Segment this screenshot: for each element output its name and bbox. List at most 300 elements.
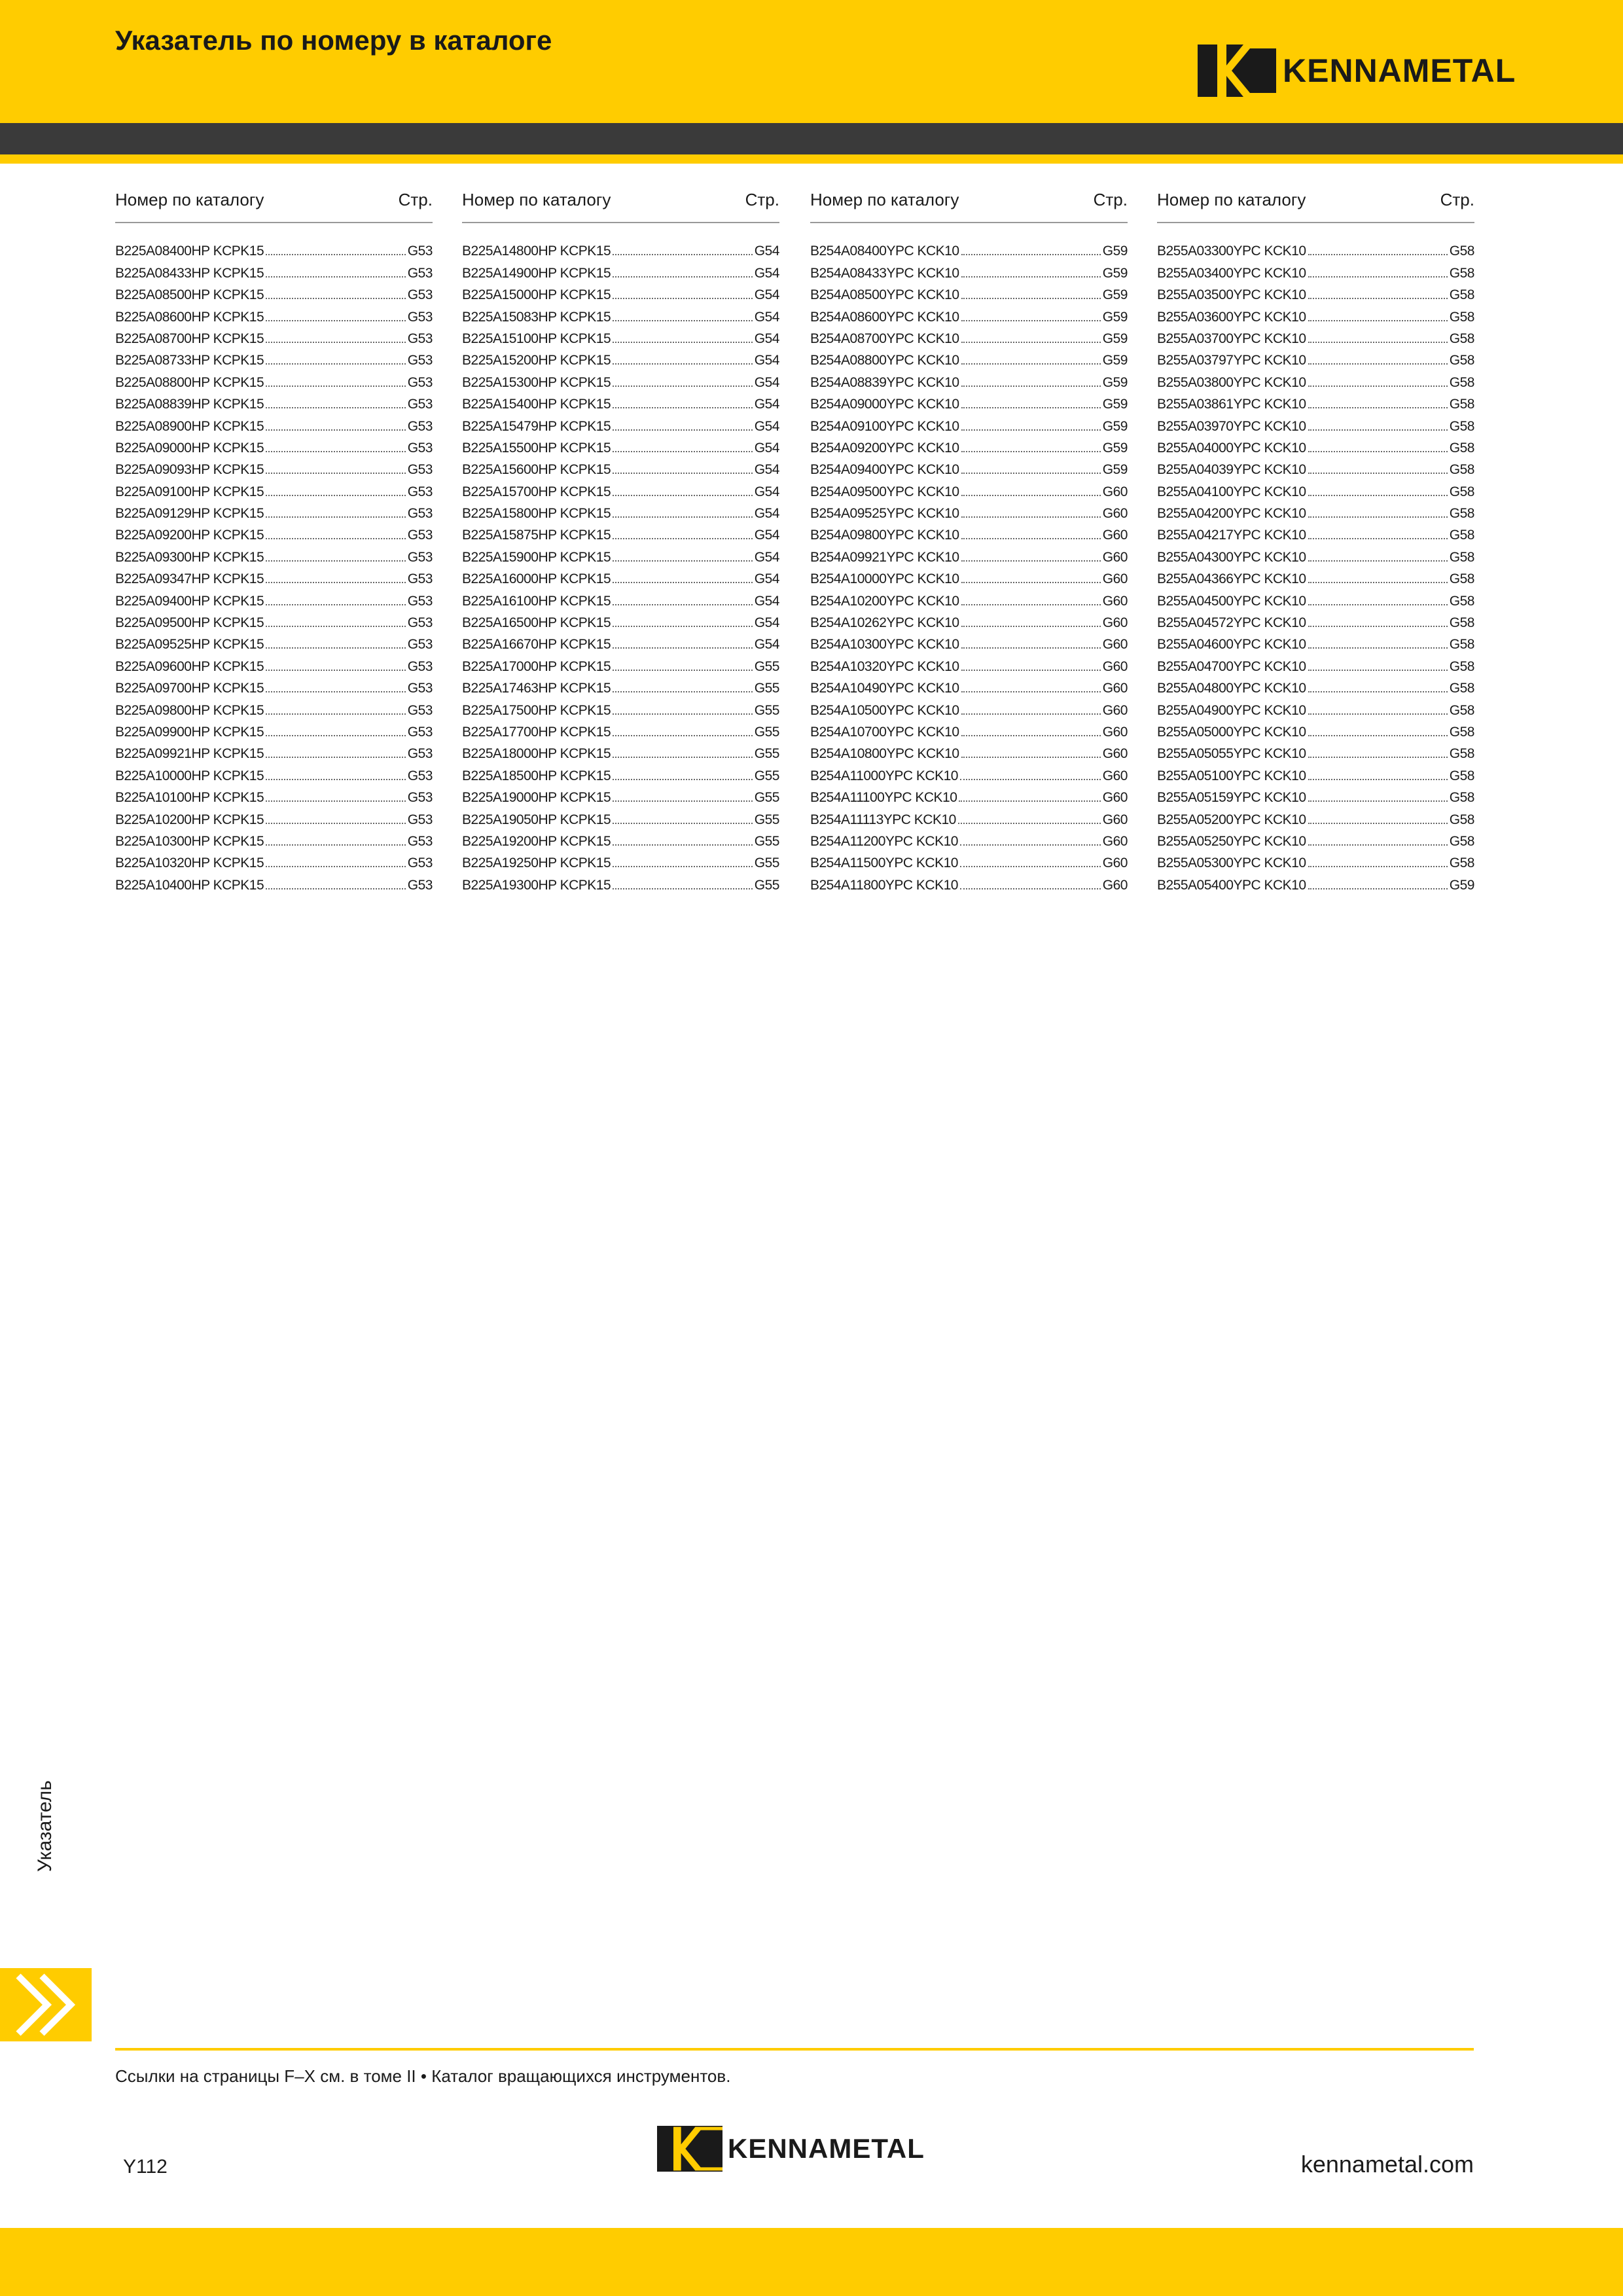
dot-leader	[266, 823, 406, 824]
page-reference: G55	[754, 658, 779, 674]
index-row	[810, 435, 1128, 456]
dot-leader	[266, 670, 406, 671]
catalog-number: B255A05200YPC KCK10	[1157, 812, 1306, 827]
dot-leader	[613, 647, 753, 649]
page-reference: G54	[754, 615, 779, 631]
dot-leader	[1308, 779, 1448, 780]
catalog-number: B255A04100YPC KCK10	[1157, 484, 1306, 499]
brand-wordmark: KENNAMETAL	[728, 2133, 925, 2164]
index-row	[810, 784, 1128, 806]
index-row	[1157, 653, 1474, 674]
dot-leader	[613, 691, 753, 692]
catalog-number: B254A09800YPC KCK10	[810, 528, 959, 543]
dot-leader	[613, 538, 753, 539]
page-reference: G58	[1449, 702, 1474, 718]
catalog-number: B225A17463HP KCPK15	[462, 681, 611, 696]
catalog-number: B225A10300HP KCPK15	[115, 833, 264, 849]
dot-leader	[1308, 866, 1448, 867]
index-row	[115, 368, 433, 390]
catalog-number: B225A15200HP KCPK15	[462, 353, 611, 368]
page-reference: G58	[1449, 768, 1474, 783]
index-row	[462, 325, 779, 347]
index-row	[115, 478, 433, 499]
dot-leader	[961, 276, 1101, 278]
dot-leader	[613, 473, 753, 474]
catalog-number: B225A09700HP KCPK15	[115, 681, 264, 696]
column-header-code: Номер по каталогу	[1157, 190, 1306, 209]
catalog-number: B255A04700YPC KCK10	[1157, 658, 1306, 674]
page-reference: G58	[1449, 855, 1474, 871]
dot-leader	[266, 342, 406, 343]
index-row	[810, 543, 1128, 565]
catalog-number: B225A15479HP KCPK15	[462, 418, 611, 434]
page-reference: G58	[1449, 615, 1474, 631]
page-reference: G55	[754, 724, 779, 740]
dot-leader	[266, 473, 406, 474]
page-reference: G53	[407, 724, 433, 740]
index-row	[115, 696, 433, 718]
page-reference: G59	[1102, 331, 1128, 346]
dot-leader	[266, 516, 406, 518]
catalog-number: B254A09400YPC KCK10	[810, 462, 959, 478]
catalog-number: B225A09347HP KCPK15	[115, 571, 264, 587]
dot-leader	[1308, 713, 1448, 715]
dot-leader	[1308, 757, 1448, 758]
dot-leader	[1308, 473, 1448, 474]
page-reference: G58	[1449, 418, 1474, 434]
dot-leader	[1308, 626, 1448, 627]
catalog-number: B225A19250HP KCPK15	[462, 855, 611, 871]
dot-leader	[1308, 276, 1448, 278]
page-reference: G58	[1449, 243, 1474, 259]
catalog-number: B225A08839HP KCPK15	[115, 397, 264, 412]
page-reference: G60	[1102, 658, 1128, 674]
index-row	[462, 850, 779, 871]
index-row	[810, 325, 1128, 347]
page-reference: G53	[407, 593, 433, 609]
column-header-code: Номер по каталогу	[115, 190, 264, 209]
page-reference: G53	[407, 549, 433, 565]
side-chevron-tab	[0, 1968, 92, 2041]
catalog-number: B225A15000HP KCPK15	[462, 287, 611, 303]
catalog-number: B225A15083HP KCPK15	[462, 309, 611, 325]
index-row	[462, 609, 779, 631]
dot-leader	[266, 582, 406, 583]
index-row	[115, 435, 433, 456]
page-reference: G58	[1449, 571, 1474, 587]
page-reference: G54	[754, 506, 779, 522]
dot-leader	[960, 888, 1101, 889]
dot-leader	[1308, 844, 1448, 846]
page-reference: G60	[1102, 790, 1128, 806]
index-row	[810, 478, 1128, 499]
page-reference: G55	[754, 681, 779, 696]
page-reference: G60	[1102, 746, 1128, 762]
index-row	[115, 325, 433, 347]
page-reference: G53	[407, 462, 433, 478]
dot-leader	[266, 888, 406, 889]
index-row	[810, 675, 1128, 696]
page-reference: G58	[1449, 353, 1474, 368]
dot-leader	[266, 626, 406, 627]
catalog-number: B254A10490YPC KCK10	[810, 681, 959, 696]
catalog-number: B225A16670HP KCPK15	[462, 637, 611, 653]
index-row	[115, 281, 433, 303]
page-reference: G53	[407, 265, 433, 281]
catalog-number: B225A19300HP KCPK15	[462, 877, 611, 893]
index-row	[1157, 391, 1474, 412]
page-reference: G54	[754, 243, 779, 259]
page-reference: G55	[754, 790, 779, 806]
column-header-code: Номер по каталогу	[810, 190, 959, 209]
page-reference: G53	[407, 440, 433, 456]
catalog-number: B255A04200YPC KCK10	[1157, 506, 1306, 522]
catalog-number: B225A09500HP KCPK15	[115, 615, 264, 631]
catalog-number: B225A19200HP KCPK15	[462, 833, 611, 849]
catalog-number: B225A08733HP KCPK15	[115, 353, 264, 368]
catalog-number: B225A09200HP KCPK15	[115, 528, 264, 543]
page-reference: G59	[1102, 243, 1128, 259]
dot-leader	[613, 516, 753, 518]
dot-leader	[961, 582, 1101, 583]
catalog-number: B254A10800YPC KCK10	[810, 746, 959, 762]
catalog-number: B255A03797YPC KCK10	[1157, 353, 1306, 368]
dot-leader	[961, 298, 1101, 299]
catalog-number: B225A08900HP KCPK15	[115, 418, 264, 434]
page-reference: G55	[754, 833, 779, 849]
dot-leader	[1308, 516, 1448, 518]
dot-leader	[1308, 451, 1448, 452]
index-row	[1157, 281, 1474, 303]
catalog-number: B225A08500HP KCPK15	[115, 287, 264, 303]
index-row	[115, 631, 433, 653]
index-row	[115, 784, 433, 806]
dot-leader	[1308, 800, 1448, 802]
page-reference: G58	[1449, 593, 1474, 609]
column-header-page: Стр.	[745, 190, 779, 209]
index-row	[1157, 762, 1474, 783]
page-reference: G58	[1449, 637, 1474, 653]
dot-leader	[266, 647, 406, 649]
dot-leader	[613, 888, 753, 889]
page-reference: G60	[1102, 615, 1128, 631]
index-row	[1157, 675, 1474, 696]
index-row	[462, 522, 779, 543]
catalog-number: B254A08839YPC KCK10	[810, 374, 959, 390]
dot-leader	[613, 298, 753, 299]
catalog-number: B255A05250YPC KCK10	[1157, 833, 1306, 849]
page-reference: G54	[754, 418, 779, 434]
page-reference: G60	[1102, 877, 1128, 893]
dot-leader	[961, 473, 1101, 474]
page-reference: G60	[1102, 724, 1128, 740]
index-row	[810, 871, 1128, 893]
footnote: Ссылки на страницы F–X см. в томе II • Каталог вращающихся инструментов.	[115, 2066, 731, 2086]
brand-wordmark: KENNAMETAL	[1283, 52, 1516, 89]
page-reference: G54	[754, 331, 779, 346]
page-reference: G54	[754, 265, 779, 281]
dot-leader	[1308, 407, 1448, 408]
page-reference: G58	[1449, 331, 1474, 346]
index-row	[810, 303, 1128, 325]
page-reference: G54	[754, 397, 779, 412]
catalog-number: B254A10200YPC KCK10	[810, 593, 959, 609]
page-reference: G58	[1449, 724, 1474, 740]
index-row	[115, 587, 433, 609]
dot-leader	[613, 429, 753, 431]
page-reference: G60	[1102, 855, 1128, 871]
kennametal-logo-footer	[657, 2126, 925, 2172]
page-reference: G60	[1102, 484, 1128, 499]
index-row	[1157, 806, 1474, 827]
dot-leader	[1308, 363, 1448, 365]
index-row	[1157, 696, 1474, 718]
page-reference: G60	[1102, 506, 1128, 522]
index-row	[462, 391, 779, 412]
index-column-1	[115, 190, 433, 893]
index-row	[1157, 522, 1474, 543]
footer-band	[0, 2228, 1623, 2296]
catalog-number: B255A04500YPC KCK10	[1157, 593, 1306, 609]
index-row	[1157, 565, 1474, 587]
page-reference: G60	[1102, 681, 1128, 696]
page-reference: G54	[754, 440, 779, 456]
catalog-number: B225A10000HP KCPK15	[115, 768, 264, 783]
dot-leader	[613, 713, 753, 715]
index-row	[810, 587, 1128, 609]
catalog-number: B225A16100HP KCPK15	[462, 593, 611, 609]
catalog-number: B225A15900HP KCPK15	[462, 549, 611, 565]
dot-leader	[266, 320, 406, 321]
kennametal-k-icon	[657, 2126, 722, 2172]
catalog-number: B225A09600HP KCPK15	[115, 658, 264, 674]
page-reference: G59	[1102, 374, 1128, 390]
page-reference: G58	[1449, 397, 1474, 412]
page-reference: G58	[1449, 440, 1474, 456]
page-reference: G60	[1102, 702, 1128, 718]
catalog-number: B255A05159YPC KCK10	[1157, 790, 1306, 806]
catalog-number: B254A08800YPC KCK10	[810, 353, 959, 368]
dot-leader	[613, 582, 753, 583]
catalog-number: B255A04000YPC KCK10	[1157, 440, 1306, 456]
dot-leader	[1308, 691, 1448, 692]
catalog-number: B255A04366YPC KCK10	[1157, 571, 1306, 587]
page-reference: G59	[1102, 418, 1128, 434]
catalog-number: B254A11000YPC KCK10	[810, 768, 958, 783]
dot-leader	[961, 516, 1101, 518]
page-reference: G59	[1102, 265, 1128, 281]
dot-leader	[960, 779, 1101, 780]
dot-leader	[266, 800, 406, 802]
column-header	[115, 190, 433, 223]
page-reference: G53	[407, 397, 433, 412]
index-row	[810, 347, 1128, 368]
dot-leader	[613, 823, 753, 824]
index-row	[810, 850, 1128, 871]
catalog-number: B255A03970YPC KCK10	[1157, 418, 1306, 434]
dot-leader	[613, 276, 753, 278]
dot-leader	[1308, 429, 1448, 431]
dot-leader	[1308, 647, 1448, 649]
dot-leader	[961, 626, 1101, 627]
index-row	[462, 740, 779, 762]
index-row	[462, 303, 779, 325]
dot-leader	[613, 626, 753, 627]
catalog-number: B255A04300YPC KCK10	[1157, 549, 1306, 565]
page-reference: G53	[407, 746, 433, 762]
catalog-number: B225A09921HP KCPK15	[115, 746, 264, 762]
dot-leader	[1308, 495, 1448, 496]
page-reference: G53	[407, 506, 433, 522]
index-row	[810, 391, 1128, 412]
page-reference: G59	[1102, 287, 1128, 303]
page-reference: G58	[1449, 287, 1474, 303]
catalog-number: B225A09000HP KCPK15	[115, 440, 264, 456]
dot-leader	[266, 254, 406, 255]
website-link[interactable]: kennametal.com	[1300, 2151, 1474, 2178]
index-row	[462, 347, 779, 368]
catalog-number: B254A11113YPC KCK10	[810, 812, 956, 827]
index-row	[115, 806, 433, 827]
dot-leader	[960, 866, 1101, 867]
dot-leader	[613, 735, 753, 736]
page-reference: G53	[407, 418, 433, 434]
catalog-number: B225A15875HP KCPK15	[462, 528, 611, 543]
catalog-number: B255A05055YPC KCK10	[1157, 746, 1306, 762]
index-row	[115, 609, 433, 631]
dot-leader	[961, 757, 1101, 758]
dot-leader	[1308, 604, 1448, 605]
page-reference: G53	[407, 571, 433, 587]
dot-leader	[266, 604, 406, 605]
catalog-number: B254A11100YPC KCK10	[810, 790, 957, 806]
catalog-number: B225A19050HP KCPK15	[462, 812, 611, 827]
index-row	[462, 675, 779, 696]
catalog-number: B225A19000HP KCPK15	[462, 790, 611, 806]
catalog-number: B254A09500YPC KCK10	[810, 484, 959, 499]
index-row	[810, 719, 1128, 740]
page-reference: G53	[407, 658, 433, 674]
dot-leader	[613, 757, 753, 758]
catalog-number: B225A15400HP KCPK15	[462, 397, 611, 412]
catalog-number: B225A10200HP KCPK15	[115, 812, 264, 827]
header-yellow-line	[0, 154, 1623, 164]
dot-leader	[613, 844, 753, 846]
index-row	[115, 303, 433, 325]
index-row	[115, 347, 433, 368]
dot-leader	[266, 429, 406, 431]
dot-leader	[1308, 735, 1448, 736]
index-row	[115, 762, 433, 783]
catalog-number: B254A09525YPC KCK10	[810, 506, 959, 522]
index-row	[462, 828, 779, 850]
index-row	[810, 456, 1128, 478]
kennametal-k-icon	[1198, 45, 1276, 97]
index-row	[462, 587, 779, 609]
dot-leader	[613, 670, 753, 671]
catalog-number: B254A10320YPC KCK10	[810, 658, 959, 674]
page-reference: G54	[754, 462, 779, 478]
page-reference: G58	[1449, 462, 1474, 478]
page-reference: G58	[1449, 484, 1474, 499]
index-row	[115, 850, 433, 871]
page-reference: G58	[1449, 833, 1474, 849]
dot-leader	[1308, 320, 1448, 321]
catalog-number: B225A17500HP KCPK15	[462, 702, 611, 718]
page-reference: G53	[407, 790, 433, 806]
dot-leader	[961, 495, 1101, 496]
catalog-number: B254A10500YPC KCK10	[810, 702, 959, 718]
page-reference: G60	[1102, 833, 1128, 849]
index-row	[1157, 719, 1474, 740]
dot-leader	[266, 713, 406, 715]
column-header	[810, 190, 1128, 223]
catalog-number: B225A18500HP KCPK15	[462, 768, 611, 783]
page-reference: G59	[1102, 397, 1128, 412]
index-row	[462, 784, 779, 806]
catalog-number: B254A10000YPC KCK10	[810, 571, 959, 587]
dot-leader	[613, 342, 753, 343]
index-column-3	[810, 190, 1128, 893]
dot-leader	[266, 779, 406, 780]
index-column-2	[462, 190, 779, 893]
dot-leader	[266, 844, 406, 846]
index-row	[1157, 850, 1474, 871]
catalog-number: B255A05100YPC KCK10	[1157, 768, 1306, 783]
dot-leader	[1308, 538, 1448, 539]
index-row	[1157, 456, 1474, 478]
catalog-number: B254A09921YPC KCK10	[810, 549, 959, 565]
catalog-number: B255A04800YPC KCK10	[1157, 681, 1306, 696]
dot-leader	[613, 800, 753, 802]
catalog-number: B254A08700YPC KCK10	[810, 331, 959, 346]
index-row	[462, 238, 779, 259]
catalog-number: B225A09129HP KCPK15	[115, 506, 264, 522]
column-header-page: Стр.	[1440, 190, 1474, 209]
page-reference: G59	[1102, 462, 1128, 478]
index-row	[810, 368, 1128, 390]
page-reference: G53	[407, 309, 433, 325]
catalog-number: B225A14900HP KCPK15	[462, 265, 611, 281]
catalog-number: B254A08433YPC KCK10	[810, 265, 959, 281]
index-row	[115, 391, 433, 412]
index-row	[115, 259, 433, 281]
page-reference: G54	[754, 549, 779, 565]
dot-leader	[266, 407, 406, 408]
catalog-number: B225A08600HP KCPK15	[115, 309, 264, 325]
catalog-number: B255A03300YPC KCK10	[1157, 243, 1306, 259]
dot-leader	[961, 735, 1101, 736]
dot-leader	[1308, 670, 1448, 671]
dot-leader	[961, 604, 1101, 605]
page-reference: G59	[1449, 877, 1474, 893]
catalog-number: B225A10400HP KCPK15	[115, 877, 264, 893]
dot-leader	[958, 823, 1101, 824]
index-row	[462, 456, 779, 478]
catalog-number: B254A11500YPC KCK10	[810, 855, 958, 871]
catalog-number: B225A16500HP KCPK15	[462, 615, 611, 631]
dot-leader	[1308, 560, 1448, 562]
index-row	[115, 500, 433, 522]
page-reference: G55	[754, 746, 779, 762]
page-reference: G58	[1449, 528, 1474, 543]
index-row	[810, 565, 1128, 587]
page-reference: G58	[1449, 374, 1474, 390]
index-row	[462, 281, 779, 303]
index-row	[115, 828, 433, 850]
catalog-number: B255A05300YPC KCK10	[1157, 855, 1306, 871]
index-row	[462, 653, 779, 674]
